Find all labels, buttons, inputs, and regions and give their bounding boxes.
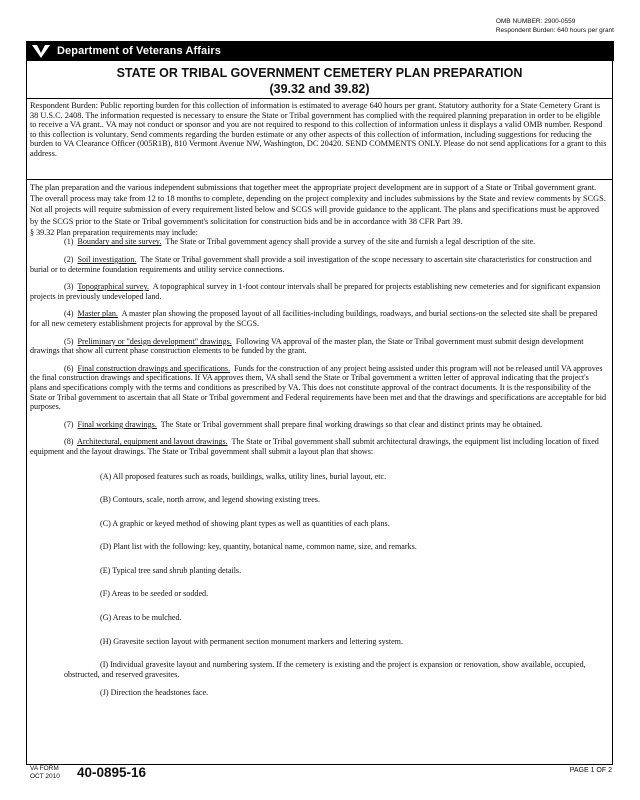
layout-item-j: (J) Direction the headstones face. xyxy=(100,688,209,698)
omb-number: OMB NUMBER: 2900-0559 xyxy=(495,18,576,25)
requirement-6 xyxy=(30,364,607,412)
requirement-text: The State or Tribal government shall prepare final working drawings so that clear and distinct prints may be obtained. xyxy=(160,419,543,429)
form-title-line2: (39.32 and 39.82) xyxy=(269,82,370,96)
form-frame xyxy=(26,61,613,765)
requirement-text: A master plan showing the proposed layout of all facilities-including buildings, roadways, and burial sections-on the selected site shall be prepared for all new cemetery establishment projects for approval by the SCGS. xyxy=(30,309,598,328)
layout-item-f: (F) Areas to be seeded or sodded. xyxy=(100,589,209,599)
omb-block xyxy=(496,18,614,35)
requirement-number: (2) xyxy=(64,255,74,264)
requirement-title: Topographical survey. xyxy=(77,282,150,292)
footer-va-form: VA FORM xyxy=(30,765,59,772)
footer-page-number: PAGE 1 OF 2 xyxy=(569,767,612,774)
requirement-text: The State or Tribal government agency shall provide a survey of the site and furnish a legal description of the site. xyxy=(165,237,536,247)
layout-item-a: (A) All proposed features such as roads, buildings, walks, utility lines, burial layout, etc. xyxy=(100,471,387,481)
requirement-5 xyxy=(30,337,607,356)
requirement-number: (8) xyxy=(64,437,74,447)
form-body xyxy=(27,180,612,705)
layout-item-i-text: (I) Individual gravesite layout and numbering system. If the cemetery is existing and the project is expansion or renovation, show available, occupied, obstructed, and reserved gravesites. xyxy=(64,660,586,679)
layout-item-d: (D) Plant list with the following: key, quantity, botanical name, common name, size, and remarks. xyxy=(100,542,417,552)
requirement-1 xyxy=(30,237,607,247)
requirement-number: (6) xyxy=(64,363,74,373)
layout-item-i xyxy=(30,653,607,681)
requirement-text: Following VA approval of the master plan, the State or Tribal government must submit design development drawings that show all current phase construction elements to be funded by the grant. xyxy=(30,336,584,356)
section-heading: § 39.32 Plan preparation requirements may include: xyxy=(30,227,198,237)
requirement-4 xyxy=(30,309,607,328)
form-title-line1: STATE OR TRIBAL GOVERNMENT CEMETERY PLAN PREPARATION xyxy=(116,66,523,80)
footer-form-date: OCT 2010 xyxy=(30,772,60,780)
requirement-number: (7) xyxy=(64,419,74,429)
intro-paragraph: The plan preparation and the various independent submissions that together meet the appropriate project development are in support of a State or Tribal government grant. The overall process may take from 12 to 18 months to complete, depending on the project complexity and includes submissions by the State and review comments by SCGS. Not all projects will require submission of every requirement listed below and SCGS will provide guidance to the applicant. The plans and specifications must be approved by the SCGS prior to the State or Tribal government's solicitation for construction bids and be in accordance with 38 CFR Part 39. xyxy=(30,183,606,226)
requirement-number: (1) xyxy=(64,237,74,247)
requirement-title: Boundary and site survey. xyxy=(77,237,162,247)
respondent-burden-hours: Respondent Burden: 640 hours per grant xyxy=(495,26,614,34)
agency-name: Department of Veterans Affairs xyxy=(57,45,221,57)
requirement-7 xyxy=(30,420,607,430)
requirement-title: Soil investigation. xyxy=(77,255,137,264)
requirement-text: A topographical survey in 1-foot contour intervals shall be prepared for projects establishing new cemeteries and for significant expansion projects in previously undeveloped land. xyxy=(30,282,601,301)
requirement-title: Final working drawings. xyxy=(77,419,157,429)
form-title xyxy=(27,61,612,99)
va-seal-icon xyxy=(31,43,51,59)
layout-item-e: (E) Typical tree sand shrub planting details. xyxy=(100,565,242,575)
requirement-3 xyxy=(30,282,607,301)
requirement-title: Master plan. xyxy=(77,309,118,319)
requirement-text: The State or Tribal government shall submit architectural drawings, the equipment list including location of fixed equipment and the layout drawings. The State or Tribal government shall submit a layout plan that shows: xyxy=(30,437,599,456)
layout-item-h: (H) Gravesite section layout with permanent section monument markers and lettering system. xyxy=(100,636,403,646)
footer-form-number: 40-0895-16 xyxy=(77,765,147,780)
requirement-number: (4) xyxy=(64,309,74,319)
requirement-number: (5) xyxy=(64,336,74,346)
requirement-8 xyxy=(30,437,607,456)
agency-header-bar xyxy=(26,41,614,61)
requirement-text: Funds for the construction of any project being assisted under this program will not be released until VA approves the final construction drawings and specifications. If VA approves them, VA shall send the State or Tribal government a written letter of approval indicating that the project's plans and specifications comply with the terms and conditions as prescribed by VA. This does not constitute approval of the contract documents. It is the responsibility of the State or Tribal government to ascertain that all State or Tribal government and Federal requirements have been met and that the drawings and specifications are acceptable for bid purposes. xyxy=(30,363,607,412)
requirement-number: (3) xyxy=(64,282,74,292)
requirement-title: Architectural, equipment and layout drawings. xyxy=(77,437,228,447)
burden-statement: Respondent Burden: Public reporting burden for this collection of information is estimated to average 640 hours per grant. Statutory authority for a State Cemetery Grant is 38 U.S.C. 2408. The information requested is necessary to ensure the State or Tribal government has complied with the required planning preparation in order to be eligible to receive a VA grant.. VA may not conduct or sponsor and you are not required to respond to this collection of information unless it displays a valid OMB number. Respond to this collection is voluntary. Send comments regarding the burden estimate or any other aspects of this collection of information, including suggestions for reducing the burden to VA Clearance Officer (005R1B), 810 Vermont Avenue NW, Washington, DC 20420. SEND COMMENTS ONLY. Please do not send applications for a grant to this address. xyxy=(27,99,612,180)
layout-item-b: (B) Contours, scale, north arrow, and legend showing existing trees. xyxy=(100,495,320,505)
layout-item-g: (G) Areas to be mulched. xyxy=(100,613,182,623)
requirement-title: Final construction drawings and specifications. xyxy=(77,363,231,373)
requirement-title: Preliminary or "design development" drawings. xyxy=(77,336,232,346)
layout-item-c: (C) A graphic or keyed method of showing plant types as well as quantities of each plans. xyxy=(100,518,390,528)
footer-form-label xyxy=(30,765,60,780)
requirement-text: The State or Tribal government shall provide a soil investigation of the scope necessary to ascertain site characteristics for construction and burial or to determine foundation requirements and utility service connections. xyxy=(30,255,592,274)
requirement-2 xyxy=(30,255,607,274)
